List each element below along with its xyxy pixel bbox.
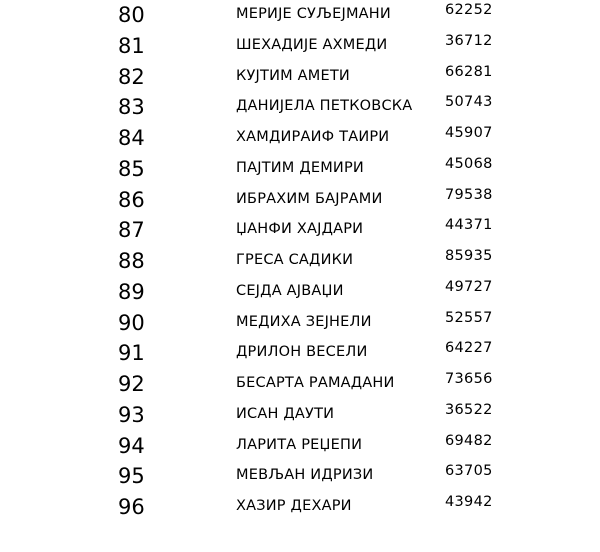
row-number: 80 [118,3,145,27]
table-row [0,154,600,185]
table-row [0,492,600,523]
row-number: 92 [118,372,145,396]
row-name: МЕДИХА ЗЕЈНЕЛИ [236,313,372,330]
row-number: 82 [118,64,145,89]
row-name: ИБРАХИМ БАЈРАМИ [236,190,383,207]
row-name: ГРЕСА САДИКИ [236,252,354,268]
table-row [0,338,600,369]
row-number: 85 [118,156,145,181]
table-row [0,369,600,400]
row-number: 89 [118,279,145,304]
row-name: ШЕХАДИЈЕ АХМЕДИ [236,36,388,53]
row-number: 87 [118,218,145,243]
row-code: 50743 [445,94,493,111]
row-number: 94 [118,433,145,458]
table-row [0,31,600,62]
table-row [0,431,600,462]
row-name: МЕВЉАН ИДРИЗИ [236,467,374,484]
row-code: 36712 [445,32,493,49]
table-row [0,246,600,277]
row-name: БЕСАРТА РАМАДАНИ [236,375,395,391]
row-number: 95 [118,464,145,489]
row-code: 43942 [445,494,493,510]
row-code: 52557 [445,309,493,326]
row-code: 85935 [445,248,493,264]
table-row [0,123,600,154]
row-name: КУЈТИМ АМЕТИ [236,67,350,84]
row-code: 63705 [445,463,493,480]
row-name: ЛАРИТА РЕЏЕПИ [236,436,363,453]
table-row [0,62,600,93]
row-name: ИСАН ДАУТИ [236,405,335,422]
table-row [0,92,600,123]
row-number: 90 [118,310,145,335]
row-name: ХАМДИРАИФ ТАИРИ [236,129,390,145]
table-row [0,0,600,31]
row-number: 83 [118,95,145,120]
row-code: 64227 [445,340,493,357]
row-number: 81 [118,33,145,58]
row-number: 96 [118,495,145,519]
row-number: 86 [118,187,145,212]
row-code: 45068 [445,155,493,172]
row-name: ДАНИЈЕЛА ПЕТКОВСКА [236,98,413,115]
row-code: 45907 [445,125,493,141]
row-code: 49727 [445,278,493,295]
row-code: 44371 [445,217,493,234]
row-name: МЕРИЈЕ СУЉЕЈМАНИ [236,6,391,22]
row-code: 62252 [445,2,493,18]
table-row [0,215,600,246]
row-code: 36522 [445,401,493,418]
row-name: ХАЗИР ДЕХАРИ [236,498,352,514]
row-number: 91 [118,341,145,366]
row-name: ЏАНФИ ХАЈДАРИ [236,221,364,238]
row-code: 66281 [445,63,493,80]
row-code: 69482 [445,432,493,449]
row-number: 93 [118,402,145,427]
table-row [0,185,600,216]
row-name: ДРИЛОН ВЕСЕЛИ [236,344,368,361]
table-row [0,400,600,431]
table-row [0,308,600,339]
row-number: 84 [118,126,145,150]
row-name: СЕЈДА АЈВАЏИ [236,282,344,299]
table-row [0,461,600,492]
row-name: ПАЈТИМ ДЕМИРИ [236,159,364,176]
row-number: 88 [118,249,145,273]
table-row [0,277,600,308]
row-code: 73656 [445,371,493,387]
row-code: 79538 [445,186,493,203]
